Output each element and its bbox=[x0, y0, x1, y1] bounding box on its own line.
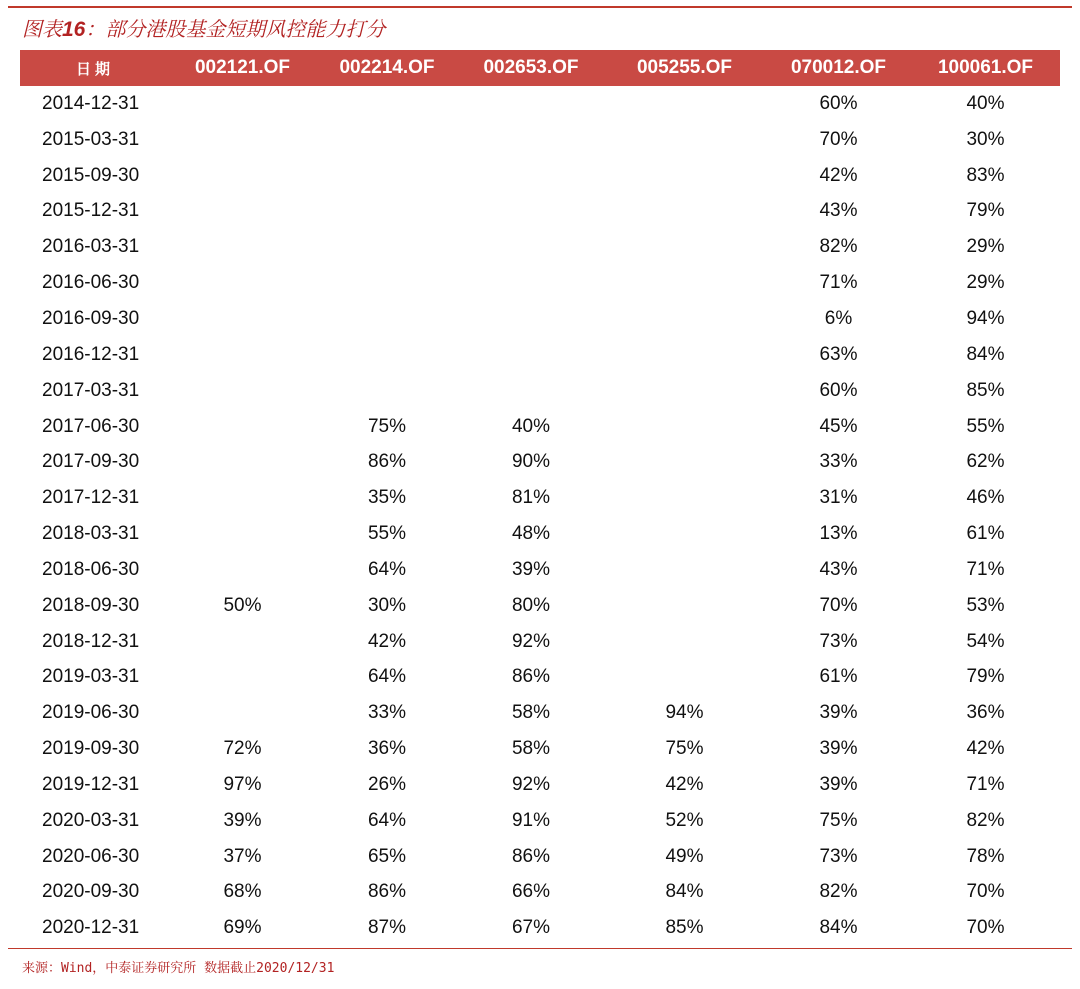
date-cell: 2015-12-31 bbox=[42, 200, 140, 222]
score-cell bbox=[170, 373, 315, 409]
score-cell: 82% bbox=[819, 881, 858, 903]
header-fund-002121: 002121.OF bbox=[194, 57, 291, 78]
score-cell: 63% bbox=[819, 343, 858, 365]
score-cell bbox=[170, 194, 315, 230]
score-cell: 90% bbox=[511, 451, 551, 473]
score-cell: 71% bbox=[966, 558, 1005, 580]
score-cell bbox=[170, 337, 315, 373]
date-cell: 2015-09-30 bbox=[42, 164, 140, 186]
score-cell bbox=[170, 516, 315, 552]
date-cell: 2020-03-31 bbox=[42, 809, 140, 831]
score-cell: 70% bbox=[966, 917, 1005, 939]
score-cell bbox=[459, 158, 603, 194]
score-cell: 31% bbox=[819, 487, 858, 509]
table-row bbox=[20, 803, 1060, 839]
score-cell: 40% bbox=[966, 92, 1005, 114]
score-table bbox=[20, 50, 1060, 946]
table-row bbox=[20, 839, 1060, 875]
score-cell: 39% bbox=[819, 738, 858, 760]
score-cell: 69% bbox=[223, 917, 262, 939]
score-cell: 75% bbox=[819, 809, 858, 831]
table-row bbox=[20, 409, 1060, 445]
score-cell bbox=[170, 444, 315, 480]
score-cell bbox=[603, 373, 766, 409]
score-cell: 58% bbox=[511, 738, 551, 760]
date-cell: 2020-12-31 bbox=[42, 917, 140, 939]
score-cell: 73% bbox=[819, 845, 858, 867]
table-row bbox=[20, 337, 1060, 373]
score-cell: 86% bbox=[367, 881, 407, 903]
table-row bbox=[20, 158, 1060, 194]
figure-title bbox=[22, 14, 385, 44]
date-cell: 2018-09-30 bbox=[42, 594, 140, 616]
score-cell: 49% bbox=[665, 845, 704, 867]
score-cell: 85% bbox=[665, 917, 704, 939]
date-cell: 2019-06-30 bbox=[42, 702, 140, 724]
score-cell bbox=[603, 301, 766, 337]
table-row bbox=[20, 588, 1060, 624]
score-cell: 13% bbox=[819, 523, 858, 545]
score-cell: 71% bbox=[966, 773, 1005, 795]
score-cell bbox=[603, 158, 766, 194]
score-cell: 71% bbox=[819, 272, 858, 294]
date-cell: 2017-03-31 bbox=[42, 379, 140, 401]
date-cell: 2016-03-31 bbox=[42, 236, 140, 258]
table-row bbox=[20, 301, 1060, 337]
score-cell: 92% bbox=[511, 773, 551, 795]
score-cell: 86% bbox=[367, 451, 407, 473]
score-cell bbox=[603, 265, 766, 301]
score-cell bbox=[459, 86, 603, 122]
score-cell: 84% bbox=[966, 343, 1005, 365]
score-cell: 78% bbox=[966, 845, 1005, 867]
table-row bbox=[20, 731, 1060, 767]
score-cell: 72% bbox=[223, 738, 262, 760]
score-cell: 42% bbox=[966, 738, 1005, 760]
score-cell: 39% bbox=[511, 558, 551, 580]
score-cell bbox=[459, 194, 603, 230]
score-cell: 80% bbox=[511, 594, 551, 616]
score-cell bbox=[170, 86, 315, 122]
table-row bbox=[20, 265, 1060, 301]
score-cell bbox=[603, 660, 766, 696]
date-cell: 2016-06-30 bbox=[42, 272, 140, 294]
score-cell: 70% bbox=[819, 594, 858, 616]
score-cell bbox=[603, 229, 766, 265]
table-row bbox=[20, 229, 1060, 265]
date-cell: 2016-12-31 bbox=[42, 343, 140, 365]
score-cell: 42% bbox=[819, 164, 858, 186]
score-cell: 67% bbox=[511, 917, 551, 939]
score-cell: 79% bbox=[966, 666, 1005, 688]
table-row bbox=[20, 516, 1060, 552]
score-cell: 91% bbox=[511, 809, 551, 831]
header-date: 日期 bbox=[75, 59, 114, 78]
score-cell bbox=[315, 301, 459, 337]
score-cell: 86% bbox=[511, 845, 551, 867]
header-row bbox=[20, 50, 1060, 86]
score-cell: 87% bbox=[367, 917, 407, 939]
score-cell: 79% bbox=[966, 200, 1005, 222]
score-cell bbox=[603, 516, 766, 552]
score-cell: 92% bbox=[511, 630, 551, 652]
score-cell: 33% bbox=[367, 702, 407, 724]
bottom-rule bbox=[8, 948, 1072, 949]
date-cell: 2019-03-31 bbox=[42, 666, 140, 688]
score-cell: 36% bbox=[367, 738, 407, 760]
score-cell: 46% bbox=[966, 487, 1005, 509]
score-cell: 40% bbox=[511, 415, 551, 437]
score-cell: 60% bbox=[819, 379, 858, 401]
score-cell bbox=[170, 158, 315, 194]
date-cell: 2016-09-30 bbox=[42, 307, 140, 329]
score-cell: 45% bbox=[819, 415, 858, 437]
score-cell: 70% bbox=[966, 881, 1005, 903]
score-cell: 52% bbox=[665, 809, 704, 831]
score-cell bbox=[459, 229, 603, 265]
score-cell bbox=[170, 265, 315, 301]
score-cell: 54% bbox=[966, 630, 1005, 652]
date-cell: 2017-09-30 bbox=[42, 451, 140, 473]
score-cell: 85% bbox=[966, 379, 1005, 401]
score-cell bbox=[459, 265, 603, 301]
score-cell bbox=[603, 444, 766, 480]
table-body bbox=[20, 86, 1060, 946]
date-cell: 2019-09-30 bbox=[42, 738, 140, 760]
score-cell bbox=[603, 86, 766, 122]
score-cell: 83% bbox=[966, 164, 1005, 186]
score-cell: 39% bbox=[223, 809, 262, 831]
score-cell: 84% bbox=[665, 881, 704, 903]
score-cell: 86% bbox=[511, 666, 551, 688]
table-row bbox=[20, 875, 1060, 911]
score-cell: 75% bbox=[367, 415, 407, 437]
score-cell: 55% bbox=[367, 523, 407, 545]
score-cell bbox=[315, 337, 459, 373]
score-cell: 48% bbox=[511, 523, 551, 545]
figure-title-prefix: 图表 bbox=[22, 17, 62, 41]
score-cell: 29% bbox=[966, 272, 1005, 294]
score-cell: 42% bbox=[367, 630, 407, 652]
score-cell bbox=[459, 373, 603, 409]
score-cell bbox=[170, 695, 315, 731]
score-cell: 43% bbox=[819, 200, 858, 222]
score-cell: 33% bbox=[819, 451, 858, 473]
date-cell: 2020-09-30 bbox=[42, 881, 140, 903]
score-cell bbox=[170, 409, 315, 445]
score-cell: 53% bbox=[966, 594, 1005, 616]
score-cell: 6% bbox=[824, 307, 853, 329]
table-row bbox=[20, 373, 1060, 409]
date-cell: 2017-12-31 bbox=[42, 487, 140, 509]
date-cell: 2019-12-31 bbox=[42, 773, 140, 795]
score-cell: 64% bbox=[367, 558, 407, 580]
score-cell: 68% bbox=[223, 881, 262, 903]
score-cell: 73% bbox=[819, 630, 858, 652]
score-cell bbox=[603, 194, 766, 230]
table-header bbox=[20, 50, 1060, 86]
table-row bbox=[20, 86, 1060, 122]
table-row bbox=[20, 767, 1060, 803]
date-cell: 2015-03-31 bbox=[42, 128, 140, 150]
date-cell: 2020-06-30 bbox=[42, 845, 140, 867]
score-cell bbox=[315, 122, 459, 158]
top-rule bbox=[8, 6, 1072, 8]
score-cell: 84% bbox=[819, 917, 858, 939]
score-cell: 39% bbox=[819, 702, 858, 724]
date-cell: 2017-06-30 bbox=[42, 415, 140, 437]
score-cell bbox=[603, 480, 766, 516]
header-fund-002214: 002214.OF bbox=[339, 57, 435, 78]
score-cell bbox=[603, 588, 766, 624]
score-cell bbox=[315, 158, 459, 194]
score-cell: 66% bbox=[511, 881, 551, 903]
date-cell: 2018-12-31 bbox=[42, 630, 140, 652]
table-row bbox=[20, 480, 1060, 516]
score-cell bbox=[170, 229, 315, 265]
score-cell: 61% bbox=[966, 523, 1005, 545]
score-cell bbox=[170, 480, 315, 516]
score-cell: 36% bbox=[966, 702, 1005, 724]
score-cell: 82% bbox=[819, 236, 858, 258]
score-cell bbox=[315, 194, 459, 230]
score-cell: 94% bbox=[966, 307, 1005, 329]
score-cell: 62% bbox=[966, 451, 1005, 473]
score-cell bbox=[603, 624, 766, 660]
score-cell: 97% bbox=[223, 773, 262, 795]
score-cell: 64% bbox=[367, 809, 407, 831]
date-cell: 2014-12-31 bbox=[42, 92, 140, 114]
header-fund-005255: 005255.OF bbox=[636, 57, 733, 78]
table-row bbox=[20, 695, 1060, 731]
score-cell: 39% bbox=[819, 773, 858, 795]
table-row bbox=[20, 660, 1060, 696]
score-cell: 43% bbox=[819, 558, 858, 580]
score-cell: 37% bbox=[223, 845, 262, 867]
score-cell: 30% bbox=[367, 594, 407, 616]
score-cell bbox=[170, 122, 315, 158]
score-cell: 64% bbox=[367, 666, 407, 688]
score-cell: 82% bbox=[966, 809, 1005, 831]
score-cell: 26% bbox=[367, 773, 407, 795]
score-cell: 55% bbox=[966, 415, 1005, 437]
header-fund-070012: 070012.OF bbox=[790, 57, 887, 78]
score-cell: 65% bbox=[367, 845, 407, 867]
score-cell bbox=[603, 337, 766, 373]
score-cell: 58% bbox=[511, 702, 551, 724]
header-fund-002653: 002653.OF bbox=[483, 57, 579, 78]
score-cell bbox=[603, 122, 766, 158]
table-row bbox=[20, 624, 1060, 660]
score-cell bbox=[170, 552, 315, 588]
table-row bbox=[20, 910, 1060, 946]
score-cell: 60% bbox=[819, 92, 858, 114]
score-cell bbox=[603, 552, 766, 588]
score-cell: 30% bbox=[966, 128, 1005, 150]
score-cell: 42% bbox=[665, 773, 704, 795]
score-cell bbox=[459, 337, 603, 373]
score-cell bbox=[170, 301, 315, 337]
score-cell bbox=[315, 229, 459, 265]
table-row bbox=[20, 552, 1060, 588]
date-cell: 2018-03-31 bbox=[42, 523, 140, 545]
score-cell bbox=[315, 265, 459, 301]
score-cell bbox=[603, 409, 766, 445]
score-cell bbox=[170, 624, 315, 660]
table-row bbox=[20, 444, 1060, 480]
table-row bbox=[20, 194, 1060, 230]
score-cell: 35% bbox=[367, 487, 407, 509]
score-cell bbox=[459, 301, 603, 337]
score-cell: 61% bbox=[819, 666, 858, 688]
score-cell: 75% bbox=[665, 738, 704, 760]
figure-title-number: 16 bbox=[62, 18, 86, 41]
source-note: 来源：Wind，中泰证券研究所 数据截止2020/12/31 bbox=[22, 961, 335, 976]
header-fund-100061: 100061.OF bbox=[937, 57, 1034, 78]
score-cell: 70% bbox=[819, 128, 858, 150]
table-row bbox=[20, 122, 1060, 158]
date-cell: 2018-06-30 bbox=[42, 558, 140, 580]
score-cell bbox=[459, 122, 603, 158]
figure-title-text: ：部分港股基金短期风控能力打分 bbox=[85, 17, 386, 41]
score-cell: 81% bbox=[511, 487, 551, 509]
score-cell: 94% bbox=[665, 702, 704, 724]
score-cell: 50% bbox=[223, 594, 262, 616]
score-cell bbox=[315, 86, 459, 122]
score-cell: 29% bbox=[966, 236, 1005, 258]
score-cell bbox=[170, 660, 315, 696]
score-cell bbox=[315, 373, 459, 409]
